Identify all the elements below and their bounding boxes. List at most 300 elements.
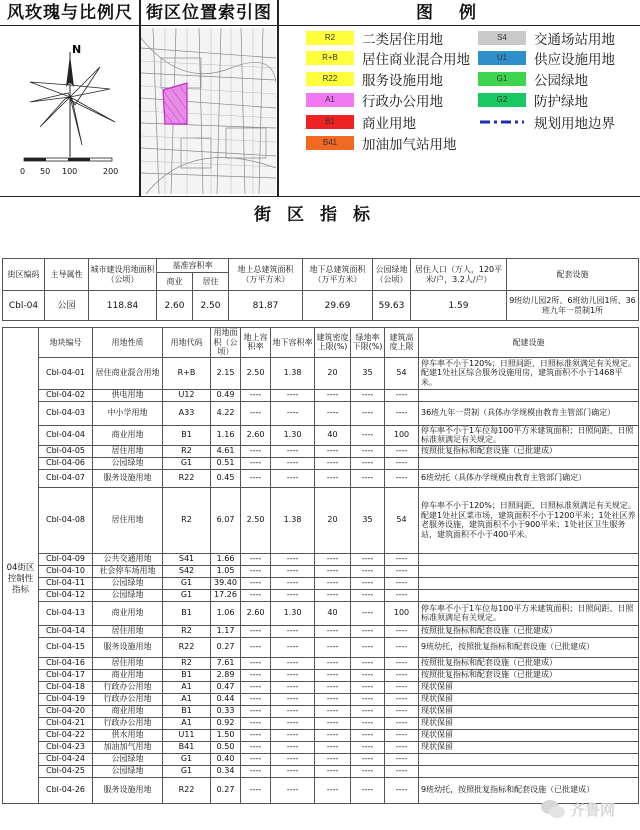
table-cell: 0.51 — [211, 457, 241, 469]
table-cell: 行政办公用地 — [93, 681, 163, 693]
table-cell: ---- — [385, 657, 419, 669]
table-cell: 20 — [315, 357, 351, 389]
facility-cell — [419, 577, 639, 589]
table-cell: 0.49 — [211, 389, 241, 401]
detail-header-cell: 建筑高度上限 — [385, 328, 419, 358]
table-cell: 商业用地 — [93, 601, 163, 625]
table-row — [3, 553, 639, 565]
table-cell: ---- — [315, 469, 351, 487]
table-cell: ---- — [271, 777, 315, 803]
table-cell: 1.30 — [271, 425, 315, 445]
table-cell: 中小学用地 — [93, 401, 163, 425]
table-cell: ---- — [315, 669, 351, 681]
legend-panel-title: 图例 — [278, 0, 640, 26]
legend-item — [306, 50, 470, 66]
region-header-blank — [3, 328, 39, 358]
legend-swatch: U1 — [478, 51, 526, 65]
table-cell: ---- — [315, 681, 351, 693]
header-main-attr: 主导属性 — [45, 259, 89, 291]
table-cell: ---- — [351, 469, 385, 487]
header-facilities: 配套设施 — [507, 259, 639, 291]
table-cell: 1.17 — [211, 625, 241, 637]
table-cell: ---- — [351, 577, 385, 589]
table-cell: B1 — [163, 705, 211, 717]
top-panels — [0, 0, 640, 196]
table-cell: 公共交通用地 — [93, 553, 163, 565]
wechat-icon — [540, 798, 566, 820]
table-cell: ---- — [315, 729, 351, 741]
table-cell: ---- — [385, 705, 419, 717]
table-cell: ---- — [241, 657, 271, 669]
table-cell: 行政办公用地 — [93, 693, 163, 705]
table-cell: 1.38 — [271, 357, 315, 389]
table-cell: ---- — [241, 401, 271, 425]
legend-item — [306, 135, 457, 151]
legend-item — [306, 71, 443, 87]
legend-item — [306, 114, 416, 130]
table-cell: 居住用地 — [93, 625, 163, 637]
table-cell: 服务设施用地 — [93, 777, 163, 803]
header-under-gfa: 地下总建筑面积（万平方米） — [303, 259, 373, 291]
table-cell: ---- — [351, 401, 385, 425]
table-cell: ---- — [385, 401, 419, 425]
table-cell: ---- — [351, 565, 385, 577]
table-cell: A1 — [163, 681, 211, 693]
table-cell: 1.16 — [211, 425, 241, 445]
table-cell: ---- — [315, 389, 351, 401]
legend-label: 居住商业混合用地 — [362, 52, 470, 68]
table-cell: ---- — [271, 741, 315, 753]
header-far-residential: 居住 — [193, 273, 229, 291]
region-label: 04街区控制性指标 — [3, 357, 39, 803]
plot-code-cell: Cbl-04-04 — [39, 425, 93, 445]
table-cell: R+B — [163, 357, 211, 389]
table-cell: 1.05 — [211, 565, 241, 577]
table-cell: ---- — [351, 729, 385, 741]
legend-item — [478, 50, 615, 66]
plot-code-cell: Cbl-04-20 — [39, 705, 93, 717]
table-cell: ---- — [241, 777, 271, 803]
table-row — [3, 657, 639, 669]
table-cell: ---- — [241, 389, 271, 401]
table-cell: 公园绿地 — [93, 577, 163, 589]
legend-swatch: R22 — [306, 72, 354, 86]
table-cell: ---- — [385, 577, 419, 589]
table-cell: ---- — [385, 553, 419, 565]
plot-code-cell: Cbl-04-16 — [39, 657, 93, 669]
legend-label: 二类居住用地 — [362, 32, 443, 48]
legend-label: 防护绿地 — [534, 94, 588, 110]
table-cell: G1 — [163, 457, 211, 469]
detail-header-cell: 绿地率下限(%) — [351, 328, 385, 358]
table-cell: ---- — [351, 589, 385, 601]
table-cell: ---- — [385, 765, 419, 777]
table-row — [3, 693, 639, 705]
table-cell: 居住用地 — [93, 445, 163, 457]
table-cell: ---- — [271, 565, 315, 577]
table-cell: 35 — [351, 357, 385, 389]
table-cell: ---- — [271, 589, 315, 601]
table-cell: ---- — [271, 657, 315, 669]
plot-code-cell: Cbl-04-22 — [39, 729, 93, 741]
table-row — [3, 717, 639, 729]
detail-header-cell: 配建设施 — [419, 328, 639, 358]
plot-code-cell: Cbl-04-15 — [39, 637, 93, 657]
table-cell: 加油加气用地 — [93, 741, 163, 753]
table-cell: ---- — [385, 717, 419, 729]
table-cell: 0.33 — [211, 705, 241, 717]
table-cell: ---- — [351, 457, 385, 469]
panel-divider — [277, 0, 279, 196]
table-cell: ---- — [351, 657, 385, 669]
table-cell: ---- — [351, 445, 385, 457]
header-park-green: 公园绿地（公顷） — [373, 259, 411, 291]
table-cell: U12 — [163, 389, 211, 401]
table-cell: B41 — [163, 741, 211, 753]
table-cell: U11 — [163, 729, 211, 741]
table-cell: 1.50 — [211, 729, 241, 741]
table-cell: ---- — [241, 553, 271, 565]
table-cell: 0.47 — [211, 681, 241, 693]
header-block-code: 街区编码 — [3, 259, 45, 291]
north-label: N — [72, 43, 82, 56]
table-cell: ---- — [271, 681, 315, 693]
facility-cell: 6班幼托（具体办学规模由教育主管部门确定） — [419, 469, 639, 487]
table-row — [3, 445, 639, 457]
facility-cell: 9班幼托，按照批复指标和配套设施（已批建成） — [419, 777, 639, 803]
header-population: 居住人口（万人，120平米/户，3.2人/户） — [411, 259, 507, 291]
table-cell: ---- — [271, 705, 315, 717]
table-cell: ---- — [241, 637, 271, 657]
table-cell: 54 — [385, 357, 419, 389]
table-cell: ---- — [351, 669, 385, 681]
facility-cell: 现状保留 — [419, 729, 639, 741]
legend-swatch: S4 — [478, 31, 526, 45]
table-cell: ---- — [385, 565, 419, 577]
table-row — [3, 753, 639, 765]
table-cell: ---- — [351, 389, 385, 401]
table-cell: B1 — [163, 601, 211, 625]
table-cell: ---- — [241, 469, 271, 487]
table-cell: 2.89 — [211, 669, 241, 681]
facility-cell — [419, 753, 639, 765]
table-cell: 供水用地 — [93, 729, 163, 741]
legend-item — [478, 71, 588, 87]
plot-code-cell: Cbl-04-05 — [39, 445, 93, 457]
legend-label: 供应设施用地 — [534, 52, 615, 68]
table-cell: 服务设施用地 — [93, 469, 163, 487]
table-cell: G1 — [163, 753, 211, 765]
wind-rose-panel-title: 风玫瑰与比例尺 — [0, 0, 140, 26]
table-row — [3, 601, 639, 625]
table-cell: 100 — [385, 601, 419, 625]
table-row — [3, 487, 639, 553]
table-cell: S41 — [163, 553, 211, 565]
detail-header-cell: 用地面积（公顷） — [211, 328, 241, 358]
plot-code-cell: Cbl-04-19 — [39, 693, 93, 705]
facility-cell — [419, 565, 639, 577]
table-cell: 2.50 — [241, 487, 271, 553]
legend-label: 规划用地边界 — [534, 116, 615, 132]
table-cell: ---- — [241, 693, 271, 705]
table-cell: ---- — [385, 669, 419, 681]
table-cell: ---- — [315, 457, 351, 469]
table-cell: ---- — [315, 625, 351, 637]
table-cell: ---- — [315, 657, 351, 669]
table-cell: ---- — [241, 705, 271, 717]
table-cell: B1 — [163, 425, 211, 445]
table-cell: ---- — [315, 637, 351, 657]
table-cell: 54 — [385, 487, 419, 553]
table-cell: 公园绿地 — [93, 765, 163, 777]
table-cell: ---- — [315, 741, 351, 753]
plot-code-cell: Cbl-04-25 — [39, 765, 93, 777]
table-cell: 商业用地 — [93, 425, 163, 445]
table-cell: ---- — [315, 565, 351, 577]
table-cell: A1 — [163, 693, 211, 705]
table-cell: ---- — [351, 625, 385, 637]
cell-population: 1.59 — [411, 291, 507, 321]
table-cell: S42 — [163, 565, 211, 577]
table-cell: ---- — [351, 765, 385, 777]
header-far-commercial: 商业 — [157, 273, 193, 291]
table-row — [3, 741, 639, 753]
table-cell: 公园绿地 — [93, 457, 163, 469]
table-cell: R22 — [163, 637, 211, 657]
legend-swatch: R+B — [306, 51, 354, 65]
table-row — [3, 469, 639, 487]
cell-main-attr: 公园 — [45, 291, 89, 321]
table-cell: 0.27 — [211, 777, 241, 803]
table-cell: 1.66 — [211, 553, 241, 565]
table-cell: ---- — [315, 401, 351, 425]
location-index-map — [141, 28, 276, 194]
cell-far-commercial: 2.60 — [157, 291, 193, 321]
table-cell: R2 — [163, 625, 211, 637]
facility-cell: 按照批复指标和配套设施（已批建成） — [419, 445, 639, 457]
table-cell: 社会停车场用地 — [93, 565, 163, 577]
table-cell: R22 — [163, 469, 211, 487]
plot-code-cell: Cbl-04-01 — [39, 357, 93, 389]
table-cell: 居住用地 — [93, 487, 163, 553]
table-cell: ---- — [385, 753, 419, 765]
table-cell: ---- — [271, 469, 315, 487]
table-cell: ---- — [385, 457, 419, 469]
detail-header-cell: 用地代码 — [163, 328, 211, 358]
table-cell: R2 — [163, 445, 211, 457]
table-cell: R22 — [163, 777, 211, 803]
table-cell: R2 — [163, 487, 211, 553]
table-cell: ---- — [315, 705, 351, 717]
facility-cell: 9班幼托，按照批复指标和配套设施（已批建成） — [419, 637, 639, 657]
table-cell: 39.40 — [211, 577, 241, 589]
table-cell: 0.45 — [211, 469, 241, 487]
legend-swatch — [478, 115, 526, 129]
table-cell: ---- — [385, 389, 419, 401]
table-cell: ---- — [241, 717, 271, 729]
facility-cell: 停车率不小于120%；日照间距、日照标准须满足有关规定。配建1处社区菜市场，建筑面积不小于1200平米；1处社区养老服务设施，建筑面积不小于900平米；1处社区卫生服务站，建筑面积不小于400平米。 — [419, 487, 639, 553]
header-above-gfa: 地上总建筑面积（万平方米） — [229, 259, 303, 291]
plot-code-cell: Cbl-04-26 — [39, 777, 93, 803]
cell-far-residential: 2.50 — [193, 291, 229, 321]
table-cell: 2.60 — [241, 601, 271, 625]
table-cell: 1.38 — [271, 487, 315, 553]
table-cell: 供电用地 — [93, 389, 163, 401]
legend-item — [306, 92, 443, 108]
detail-header-cell: 地上容积率 — [241, 328, 271, 358]
plot-code-cell: Cbl-04-14 — [39, 625, 93, 637]
table-cell: 2.15 — [211, 357, 241, 389]
legend-label: 商业用地 — [362, 116, 416, 132]
facility-cell — [419, 589, 639, 601]
detail-header-cell: 建筑密度上限(%) — [315, 328, 351, 358]
table-cell: 1.06 — [211, 601, 241, 625]
table-cell: ---- — [241, 565, 271, 577]
table-cell: 公园绿地 — [93, 589, 163, 601]
table-cell: ---- — [385, 681, 419, 693]
table-cell: 7.61 — [211, 657, 241, 669]
legend-item — [478, 92, 588, 108]
table-cell: 0.34 — [211, 765, 241, 777]
facility-cell: 停车率不小于1车位每100平方米建筑面积；日照间距、日照标准须满足有关规定。 — [419, 425, 639, 445]
table-cell: 0.50 — [211, 741, 241, 753]
section-title: 街区指标 — [0, 196, 640, 232]
table-cell: ---- — [241, 625, 271, 637]
table-cell: ---- — [241, 741, 271, 753]
plot-code-cell: Cbl-04-12 — [39, 589, 93, 601]
table-row — [3, 357, 639, 389]
detail-header-cell: 地块编号 — [39, 328, 93, 358]
table-row — [3, 589, 639, 601]
table-cell: ---- — [271, 717, 315, 729]
table-cell: 服务设施用地 — [93, 637, 163, 657]
facility-cell: 停车率不小于120%；日照间距、日照标准须满足有关规定。配建1处社区综合服务设施用房，建筑面积不小于1468平米。 — [419, 357, 639, 389]
table-cell: 100 — [385, 425, 419, 445]
table-cell: ---- — [271, 765, 315, 777]
table-row — [3, 625, 639, 637]
table-row — [3, 577, 639, 589]
table-cell: 公园绿地 — [93, 753, 163, 765]
table-cell: 0.27 — [211, 637, 241, 657]
legend-label: 服务设施用地 — [362, 73, 443, 89]
table-cell: ---- — [271, 637, 315, 657]
table-cell: ---- — [241, 765, 271, 777]
facility-cell: 现状保留 — [419, 705, 639, 717]
table-cell: ---- — [241, 753, 271, 765]
table-cell: A1 — [163, 717, 211, 729]
facility-cell — [419, 457, 639, 469]
table-cell: ---- — [271, 457, 315, 469]
plot-code-cell: Cbl-04-10 — [39, 565, 93, 577]
wind-rose-icon — [30, 52, 115, 157]
table-cell: 2.60 — [241, 425, 271, 445]
legend-item — [478, 114, 615, 130]
table-cell: ---- — [385, 445, 419, 457]
legend-swatch: A1 — [306, 93, 354, 107]
plot-indicator-table — [2, 327, 639, 804]
table-cell: ---- — [351, 777, 385, 803]
table-row — [3, 669, 639, 681]
facility-cell: 按照批复指标和配套设施（已批建成） — [419, 625, 639, 637]
plot-code-cell: Cbl-04-09 — [39, 553, 93, 565]
table-cell: ---- — [385, 625, 419, 637]
cell-under-gfa: 29.69 — [303, 291, 373, 321]
table-row — [3, 729, 639, 741]
table-cell: ---- — [385, 729, 419, 741]
table-cell: 40 — [315, 425, 351, 445]
legend-label: 行政办公用地 — [362, 94, 443, 110]
facility-cell: 现状保留 — [419, 717, 639, 729]
facility-cell — [419, 389, 639, 401]
table-cell: G1 — [163, 589, 211, 601]
table-cell: ---- — [351, 741, 385, 753]
table-cell: G1 — [163, 577, 211, 589]
plot-code-cell: Cbl-04-02 — [39, 389, 93, 401]
plot-code-cell: Cbl-04-07 — [39, 469, 93, 487]
table-cell: ---- — [385, 741, 419, 753]
table-cell: ---- — [351, 601, 385, 625]
header-urban-area: 城市建设用地面积（公顷） — [89, 259, 157, 291]
facility-cell: 按照批复指标和配套设施（已批建成） — [419, 669, 639, 681]
scale-bar — [24, 158, 112, 161]
table-cell: ---- — [271, 553, 315, 565]
facility-cell — [419, 765, 639, 777]
table-cell: ---- — [385, 589, 419, 601]
plot-code-cell: Cbl-04-06 — [39, 457, 93, 469]
table-cell: ---- — [385, 777, 419, 803]
table-cell: ---- — [315, 717, 351, 729]
table-cell: ---- — [241, 681, 271, 693]
facility-cell: 现状保留 — [419, 693, 639, 705]
table-cell: ---- — [271, 445, 315, 457]
table-cell: ---- — [241, 669, 271, 681]
table-cell: ---- — [271, 625, 315, 637]
location-index-panel-title: 街区位置索引图 — [140, 0, 278, 26]
table-cell: ---- — [271, 669, 315, 681]
table-cell: ---- — [315, 589, 351, 601]
table-cell: ---- — [351, 681, 385, 693]
plot-code-cell: Cbl-04-24 — [39, 753, 93, 765]
facility-cell: 现状保留 — [419, 681, 639, 693]
table-row — [3, 425, 639, 445]
table-row — [3, 565, 639, 577]
table-cell: 0.92 — [211, 717, 241, 729]
scale-label: 200 — [103, 167, 119, 176]
table-cell: ---- — [315, 777, 351, 803]
table-cell: ---- — [271, 389, 315, 401]
table-cell: ---- — [315, 765, 351, 777]
facility-cell: 现状保留 — [419, 741, 639, 753]
table-row — [3, 389, 639, 401]
table-cell: 2.50 — [241, 357, 271, 389]
legend-swatch: B41 — [306, 136, 354, 150]
table-cell: 40 — [315, 601, 351, 625]
table-cell: 行政办公用地 — [93, 717, 163, 729]
plot-code-cell: Cbl-04-13 — [39, 601, 93, 625]
facility-cell: 按照批复指标和配套设施（已批建成） — [419, 657, 639, 669]
table-row — [3, 705, 639, 717]
table-cell: G1 — [163, 765, 211, 777]
table-cell: ---- — [351, 753, 385, 765]
table-row — [3, 637, 639, 657]
table-row — [3, 457, 639, 469]
legend-label: 公园绿地 — [534, 73, 588, 89]
table-cell: 17.26 — [211, 589, 241, 601]
table-cell: 0.44 — [211, 693, 241, 705]
table-cell: 商业用地 — [93, 705, 163, 717]
table-cell: ---- — [315, 577, 351, 589]
highlighted-block-area — [163, 83, 187, 124]
